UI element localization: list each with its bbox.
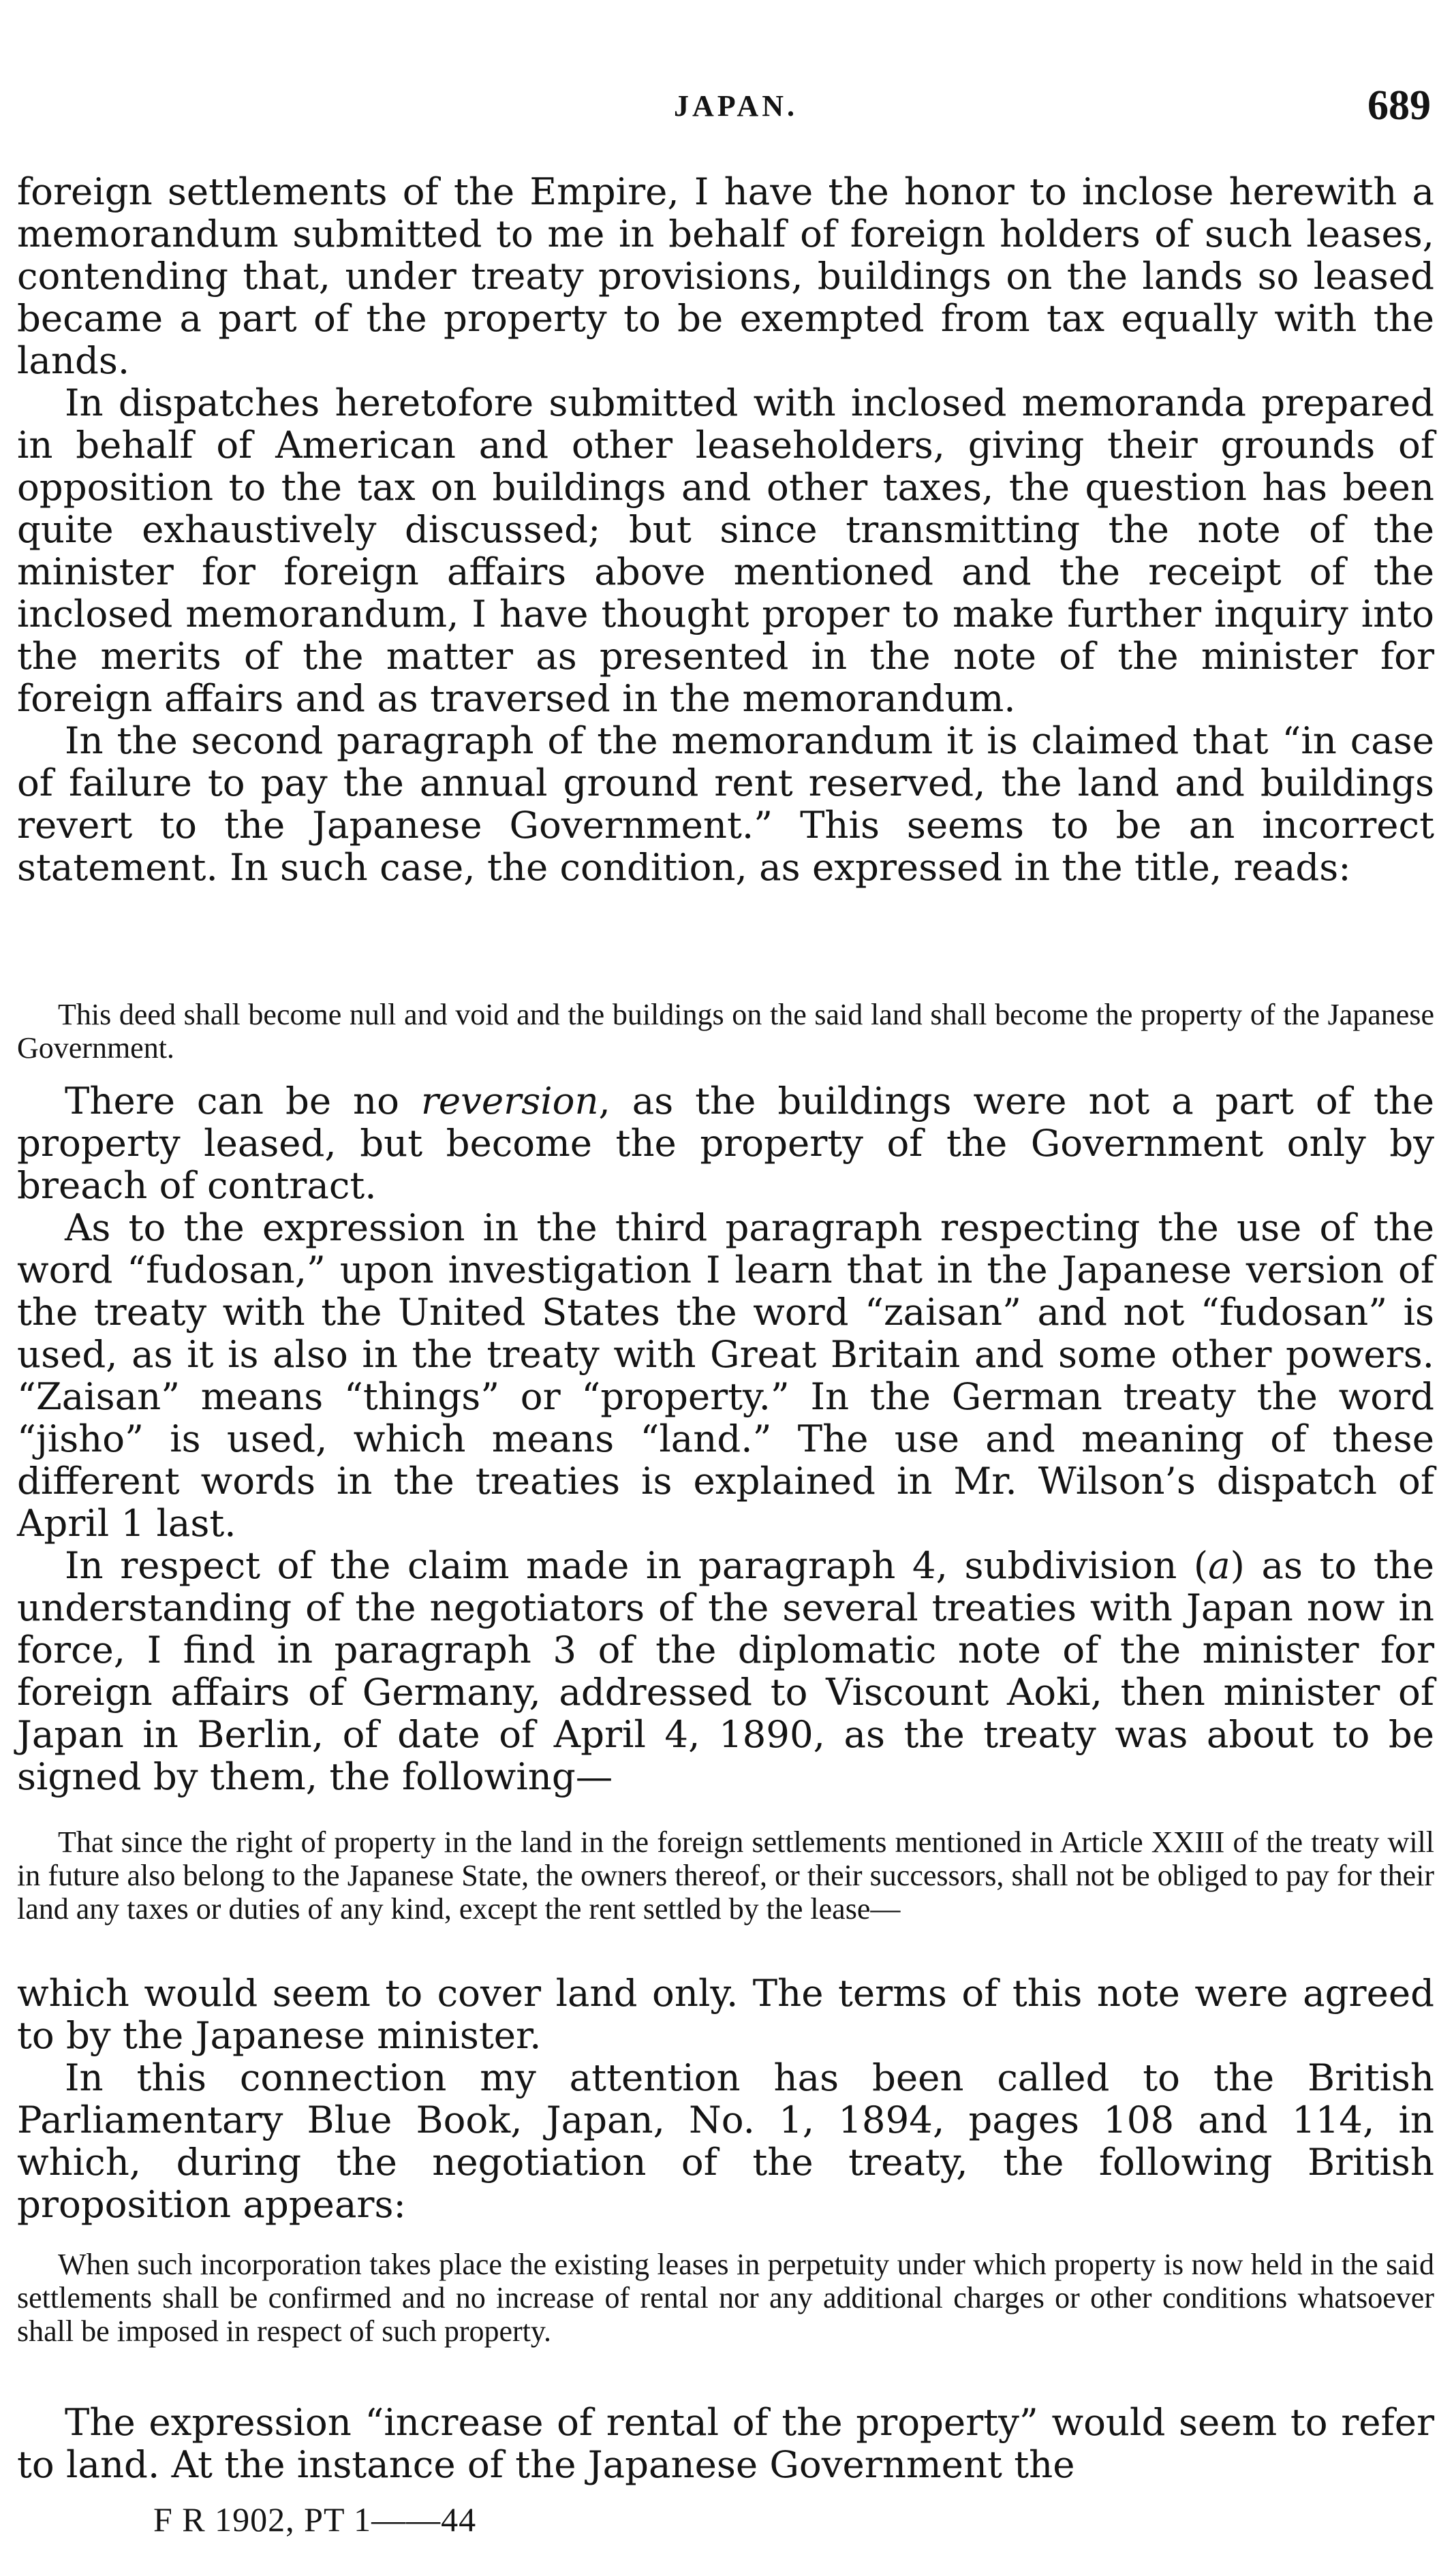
paragraph-3: In the second paragraph of the memorandum it is claimed that “in case of failure to pay the annual ground rent reserved, the land and buildings revert to the Japanese Government.” This seems to be an incorrect statement. In such case, the condition, as expressed in the title, reads:	[17, 719, 1434, 889]
paragraph-4	[17, 1080, 1434, 1206]
paragraph-6	[17, 1544, 1434, 1797]
paragraph-6-italic-letter: a	[1208, 1543, 1231, 1587]
running-head	[41, 82, 1431, 129]
paragraph-6-text-end: ) as to the understanding of the negotiators of the several treaties with Japan now in force, I find in paragraph 3 of the diplomatic note of the minister for foreign affairs of Germany, addressed to Viscount Aoki, then minister of Japan in Berlin, of date of April 4, 1890, as the treaty was about to be signed by them, the following—	[17, 1543, 1434, 1798]
paragraph-7: which would seem to cover land only. The terms of this note were agreed to by the Japanese minister.	[17, 1971, 1434, 2057]
paragraph-5: As to the expression in the third paragraph respecting the use of the word “fudosan,” upon investigation I learn that in the Japanese version of the treaty with the United States the word “zaisan” and not “fudosan” is used, as it is also in the treaty with Great Britain and some other powers. “Zaisan” means “things” or “property.” In the German treaty the word “jisho” is used, which means “land.” The use and meaning of these different words in the treaties is explained in Mr. Wilson’s dispatch of April 1 last.	[17, 1206, 1434, 1545]
paragraph-9: The expression “increase of rental of the property” would seem to refer to land. At the instance of the Japanese Government the	[17, 2400, 1434, 2486]
page-number: 689	[1367, 82, 1431, 129]
block-quote-deed: This deed shall become null and void and the buildings on the said land shall become the property of the Japanese Government.	[17, 998, 1434, 1065]
paragraph-4-text-start: There can be no	[65, 1079, 421, 1122]
paragraph-1: foreign settlements of the Empire, I have the honor to inclose herewith a memorandum submitted to me in behalf of foreign holders of such leases, contending that, under treaty provisions, buildings on the lands so leased became a part of the property to be exempted from tax equally with the lands.	[17, 170, 1434, 382]
paragraph-4-text-end: , as the buildings were not a part of the property leased, but become the property of the Government only by breach of contract.	[17, 1079, 1434, 1207]
paragraph-4-italic-word: reversion	[420, 1079, 599, 1122]
body-section-4	[17, 2401, 1434, 2485]
body-section-3	[17, 1972, 1434, 2225]
block-quote-british-proposition: When such incorporation takes place the existing leases in perpetuity under which property is now held in the said settlements shall be confirmed and no increase of rental nor any additional charges or other conditions whatsoever shall be imposed in respect of such property.	[17, 2248, 1434, 2348]
paragraph-8: In this connection my attention has been called to the British Parliamentary Blue Book, Japan, No. 1, 1894, pages 108 and 114, in which, during the negotiation of the treaty, the following British proposition appears:	[17, 2056, 1434, 2226]
paragraph-2: In dispatches heretofore submitted with inclosed memoranda prepared in behalf of American and other leaseholders, giving their grounds of opposition to the tax on buildings and other taxes, the question has been quite exhaustively discussed; but since transmitting the note of the minister for foreign affairs above mentioned and the receipt of the inclosed memorandum, I have thought proper to make further inquiry into the merits of the matter as presented in the note of the minister for foreign affairs and as traversed in the memorandum.	[17, 381, 1434, 720]
block-quote-german-note: That since the right of property in the land in the foreign settlements mentioned in Article XXIII of the treaty will in future also belong to the Japanese State, the owners thereof, or their successors, shall not be obliged to pay for their land any taxes or duties of any kind, except the rent settled by the lease—	[17, 1825, 1434, 1926]
signature-mark: F R 1902, PT 1——44	[153, 2500, 477, 2539]
body-section-2	[17, 1080, 1434, 1797]
paragraph-6-text-start: In respect of the claim made in paragraph 4, subdivision (	[65, 1543, 1209, 1587]
body-section-1	[17, 170, 1434, 888]
page-header-title: JAPAN.	[674, 89, 798, 123]
